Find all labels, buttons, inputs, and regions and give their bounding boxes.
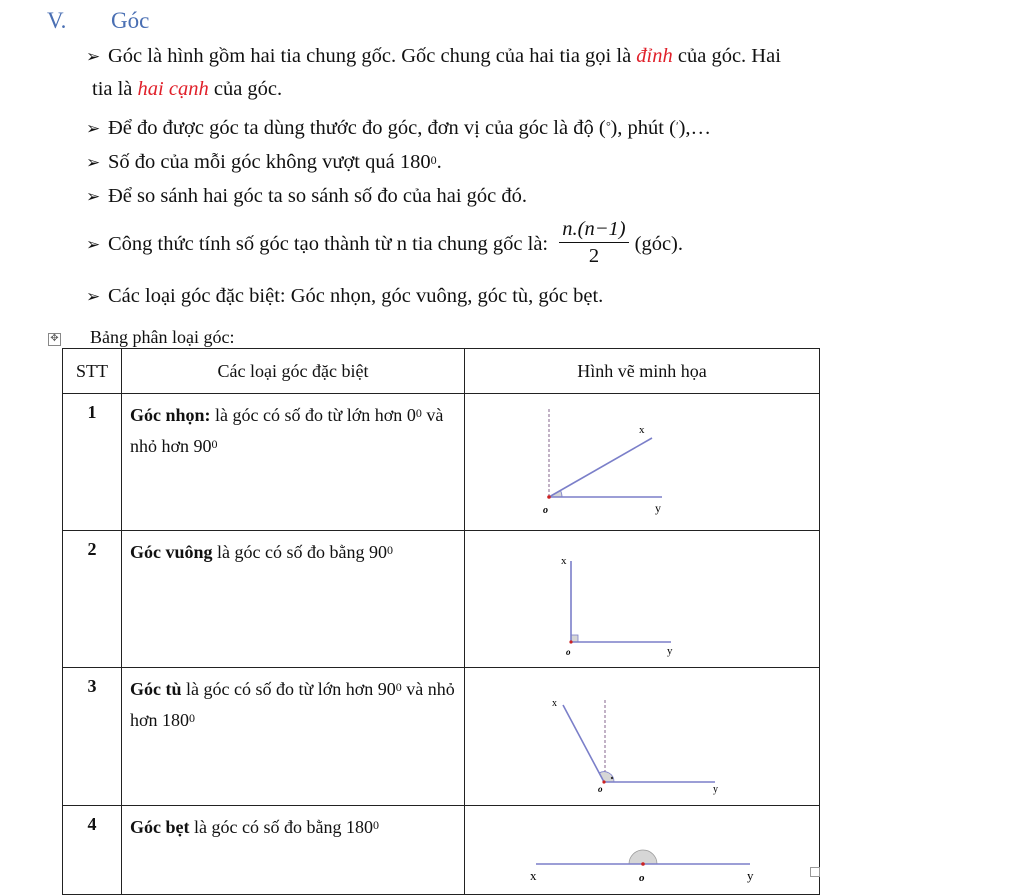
row-figure	[465, 394, 820, 531]
table-row	[63, 806, 820, 895]
svg-text:x: x	[530, 868, 537, 883]
arrow-bullet-icon: ➢	[86, 235, 101, 254]
svg-text:o: o	[566, 647, 571, 657]
table-caption: Bảng phân loại góc:	[90, 327, 235, 347]
formula-fraction	[559, 216, 628, 269]
row-description: Góc tù là góc có số đo từ lớn hơn $90^0$ và nhỏ hơn $180^0$	[122, 668, 465, 806]
bullet-units: ➢ Để đo được góc ta dùng thước đo góc, đơn vị của góc là độ (°), phút ($^ʹ$),…	[86, 113, 711, 144]
svg-text:y: y	[667, 645, 673, 657]
row-description: Góc vuông là góc có số đo bằng $90^0$	[122, 531, 465, 668]
section-title: Góc	[111, 8, 150, 33]
svg-text:x: x	[552, 698, 557, 709]
fraction-denominator: 2	[588, 244, 600, 267]
header-stt: STT	[63, 349, 122, 394]
angle-classification-table	[62, 348, 820, 895]
table-row	[63, 531, 820, 668]
row-figure	[465, 806, 820, 895]
header-illustration: Hình vẽ minh họa	[465, 349, 820, 394]
table-resize-handle[interactable]	[810, 867, 820, 877]
keyword-dinh: đỉnh	[636, 45, 673, 67]
section-heading	[47, 8, 149, 34]
row-number: 2	[63, 531, 122, 668]
straight-angle-figure	[465, 806, 819, 894]
arrow-bullet-icon: ➢	[86, 119, 101, 138]
bullet-max-measure: ➢ Số đo của mỗi góc không vượt quá $180^0$.	[86, 147, 442, 178]
svg-text:x: x	[639, 424, 645, 436]
svg-text:o: o	[543, 505, 548, 516]
svg-text:y: y	[713, 784, 718, 795]
svg-text:x: x	[561, 555, 567, 567]
fraction-numerator: n.(n−1)	[559, 216, 628, 243]
row-figure	[465, 531, 820, 668]
arrow-bullet-icon: ➢	[86, 153, 101, 172]
row-description: Góc bẹt là góc có số đo bằng $180^0$	[122, 806, 465, 895]
arrow-bullet-icon: ➢	[86, 187, 101, 206]
row-description: Góc nhọn: là góc có số đo từ lớn hơn $0^0$ và nhỏ hơn $90^0$	[122, 394, 465, 531]
arrow-bullet-icon: ➢	[86, 47, 101, 66]
header-angle-types: Các loại góc đặc biệt	[122, 349, 465, 394]
arrow-bullet-icon: ➢	[86, 287, 101, 306]
table-row	[63, 394, 820, 531]
acute-angle-figure	[465, 394, 819, 530]
obtuse-angle-figure	[465, 668, 819, 805]
svg-text:y: y	[747, 868, 754, 883]
bullet-special-angles: ➢ Các loại góc đặc biệt: Góc nhọn, góc vuông, góc tù, góc bẹt.	[86, 281, 603, 312]
row-figure	[465, 668, 820, 806]
bullet-definition-cont: tia là hai cạnh của góc.	[92, 78, 283, 100]
keyword-hai-canh: hai cạnh	[137, 78, 209, 100]
row-number: 4	[63, 806, 122, 895]
svg-text:y: y	[655, 501, 661, 515]
svg-text:o: o	[639, 872, 645, 884]
right-angle-figure	[465, 531, 819, 667]
section-number: V.	[47, 8, 67, 33]
table-move-handle-icon[interactable]: ✥	[48, 333, 61, 346]
table-header-row	[63, 349, 820, 394]
row-number: 3	[63, 668, 122, 806]
bullet-compare: ➢ Để so sánh hai góc ta so sánh số đo của hai góc đó.	[86, 181, 527, 212]
bullet-formula: ➢ Công thức tính số góc tạo thành từ n tia chung gốc là: $\frac{n.(n-1)}{2}$ (góc).	[86, 218, 683, 272]
row-number: 1	[63, 394, 122, 531]
table-row	[63, 668, 820, 806]
svg-text:o: o	[598, 784, 603, 794]
bullet-definition: ➢ Góc là hình gồm hai tia chung gốc. Gốc chung của hai tia gọi là đỉnh của góc. Hai	[86, 41, 781, 72]
